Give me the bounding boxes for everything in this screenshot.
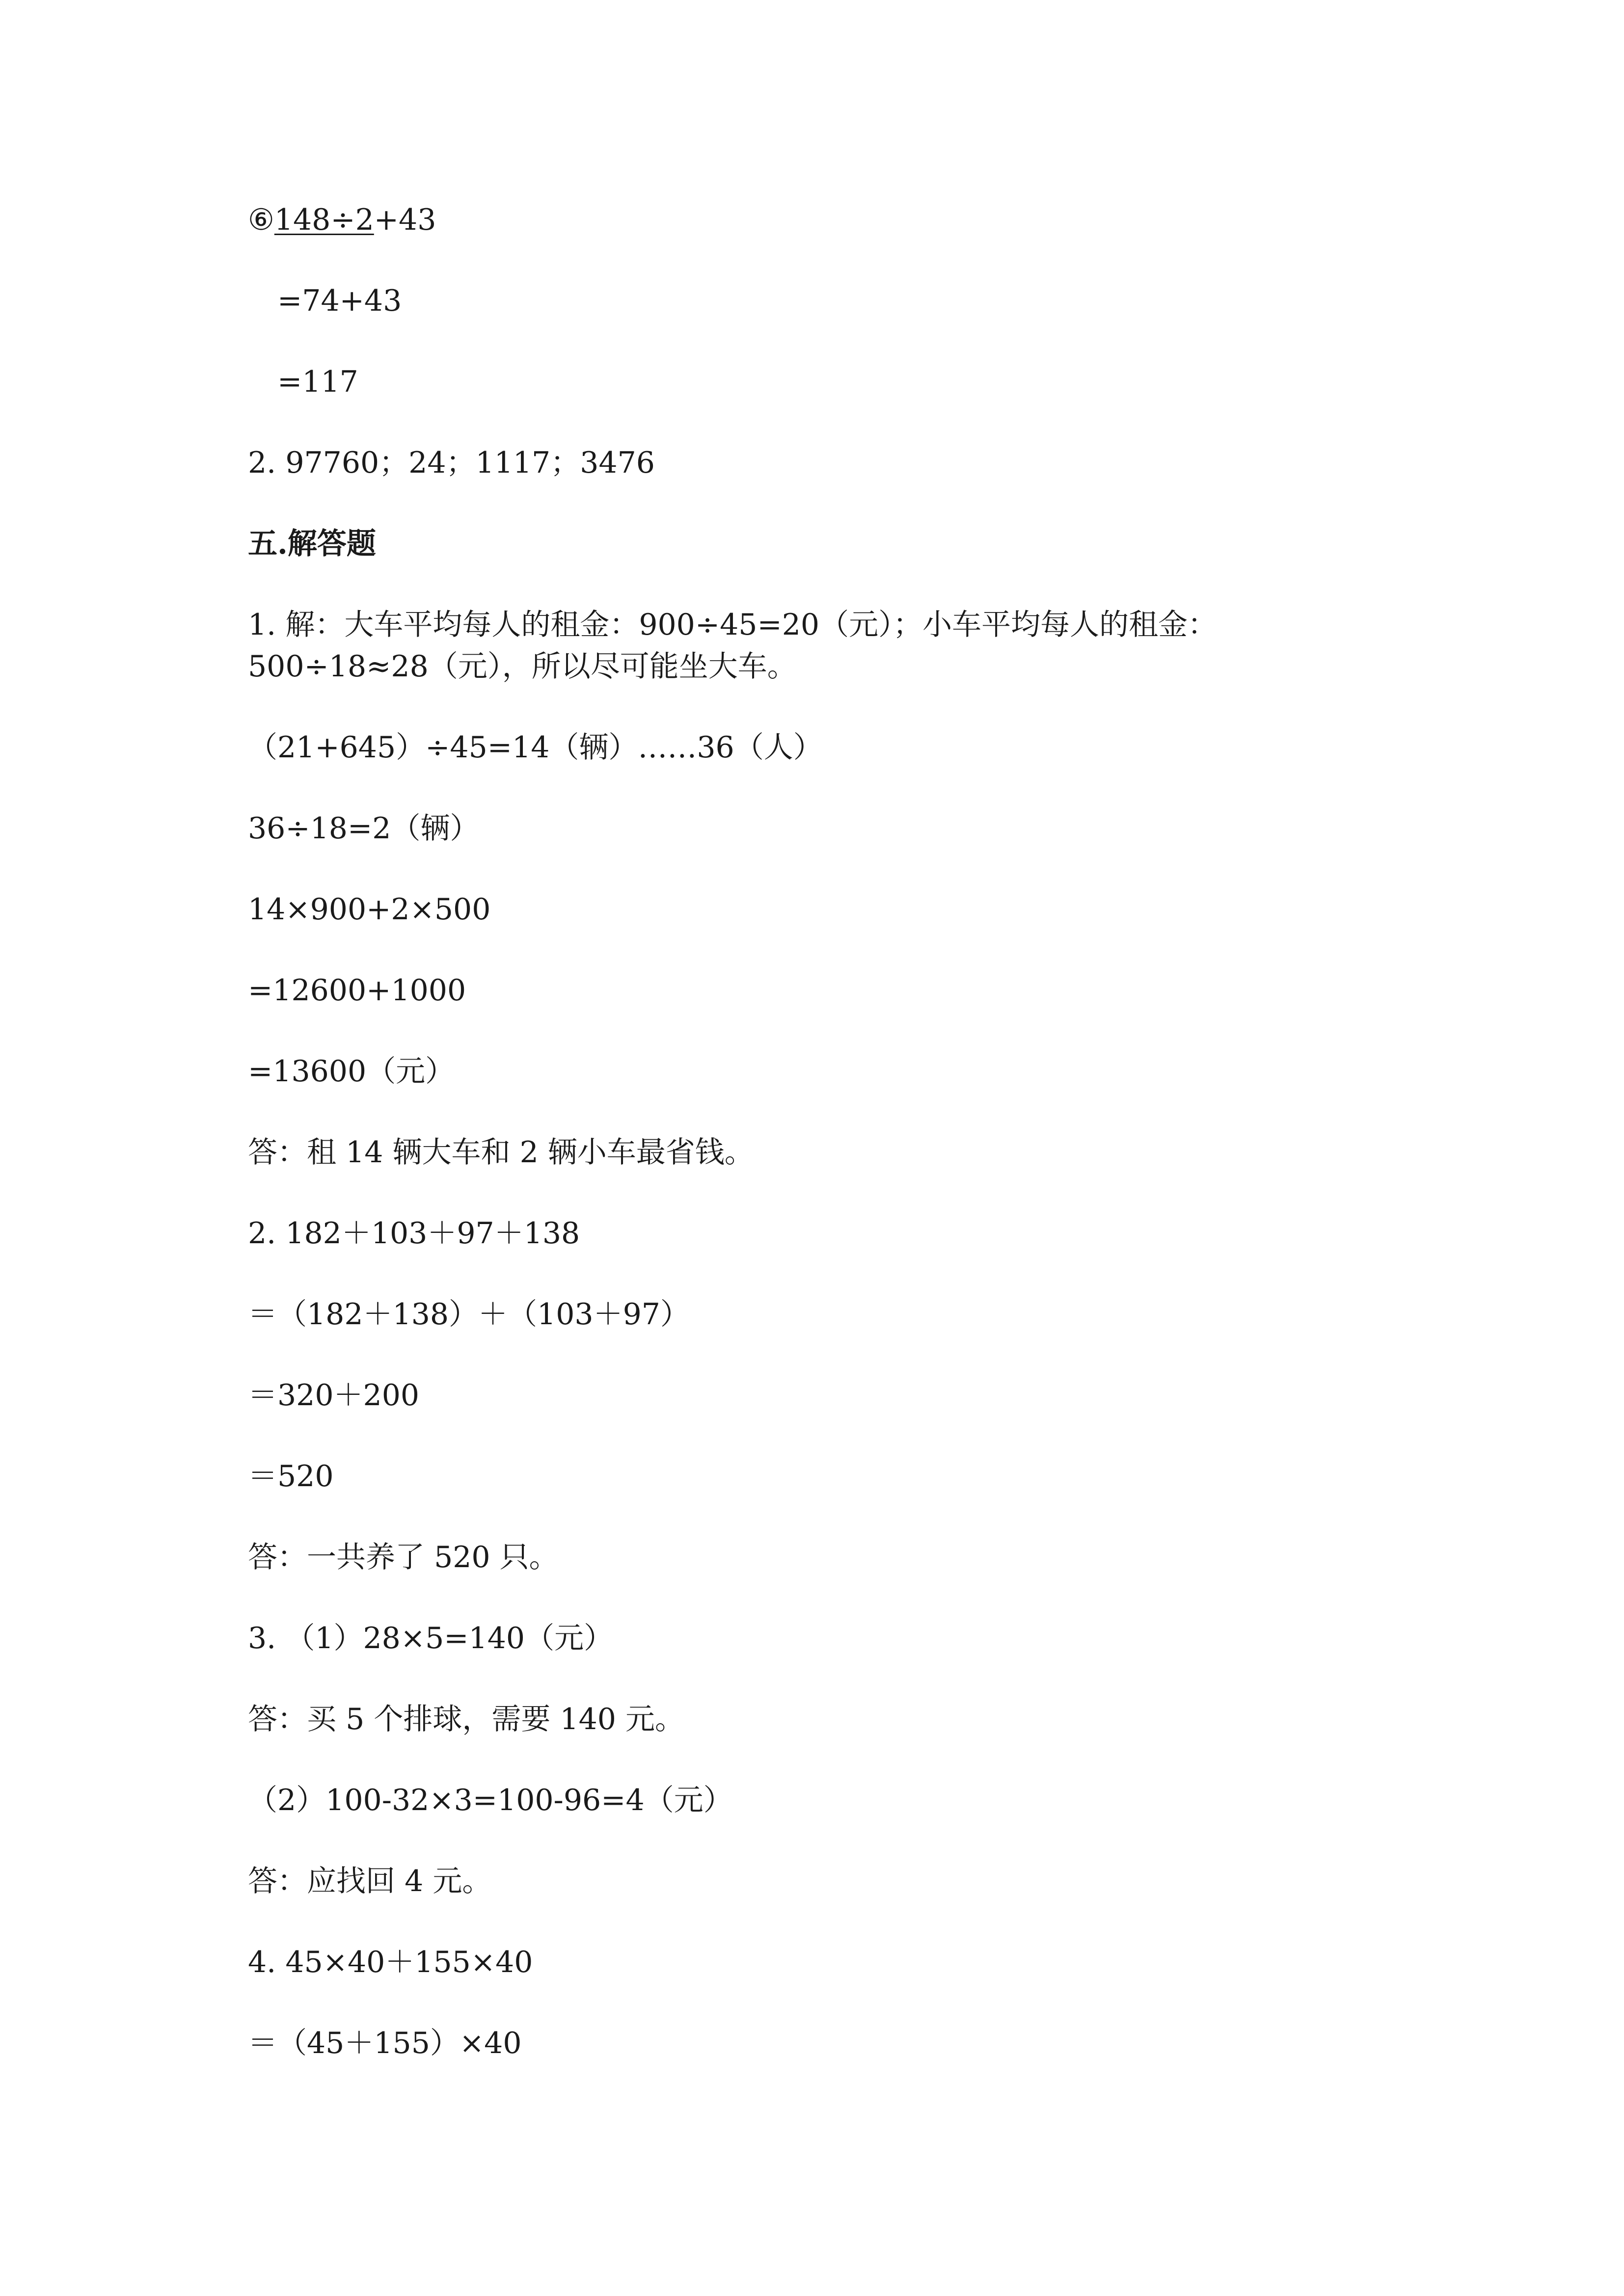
section-heading-5: 五.解答题	[248, 527, 376, 561]
circled-number-6: ⑥	[248, 203, 274, 237]
calc-6-step-2: =117	[277, 365, 358, 399]
underlined-expression: 148÷2	[274, 203, 374, 237]
problem-1-answer: 答：租 14 辆大车和 2 辆小车最省钱。	[248, 1135, 754, 1170]
problem-2-step-1: ＝（182＋138）＋（103＋97）	[248, 1297, 690, 1332]
problem-3-part-1: 3. （1）28×5=140（元）	[248, 1621, 614, 1655]
problem-3-part-2-answer: 答：应找回 4 元。	[248, 1864, 492, 1898]
problem-1-step-2: 36÷18=2（辆）	[248, 811, 480, 846]
problem-1-step-4: =12600+1000	[248, 973, 466, 1008]
problem-2-step-2: ＝320＋200	[248, 1378, 420, 1413]
problem-1-line-b: 500÷18≈28（元），所以尽可能坐大车。	[248, 649, 797, 684]
answer-2-results: 2. 97760；24；1117；3476	[248, 446, 655, 480]
calc-6-step-1: =74+43	[277, 284, 402, 318]
problem-2-step-3: ＝520	[248, 1459, 334, 1494]
calc-6-line	[248, 203, 436, 237]
problem-1-step-3: 14×900+2×500	[248, 892, 491, 927]
problem-1-step-1: （21+645）÷45=14（辆）……36（人）	[248, 730, 823, 765]
problem-1-line-a: 1. 解：大车平均每人的租金：900÷45=20（元）；小车平均每人的租金：	[248, 608, 1218, 642]
problem-3-part-1-answer: 答：买 5 个排球，需要 140 元。	[248, 1702, 684, 1736]
problem-2-answer: 答：一共养了 520 只。	[248, 1540, 559, 1575]
problem-3-part-2: （2）100-32×3=100-96=4（元）	[248, 1783, 733, 1817]
problem-4-expression: 4. 45×40＋155×40	[248, 1945, 533, 1979]
expression-suffix: +43	[374, 203, 436, 237]
problem-4-step-1: ＝（45＋155）×40	[248, 2026, 522, 2060]
problem-1-step-5: =13600（元）	[248, 1054, 455, 1089]
problem-2-expression: 2. 182＋103＋97＋138	[248, 1216, 580, 1251]
